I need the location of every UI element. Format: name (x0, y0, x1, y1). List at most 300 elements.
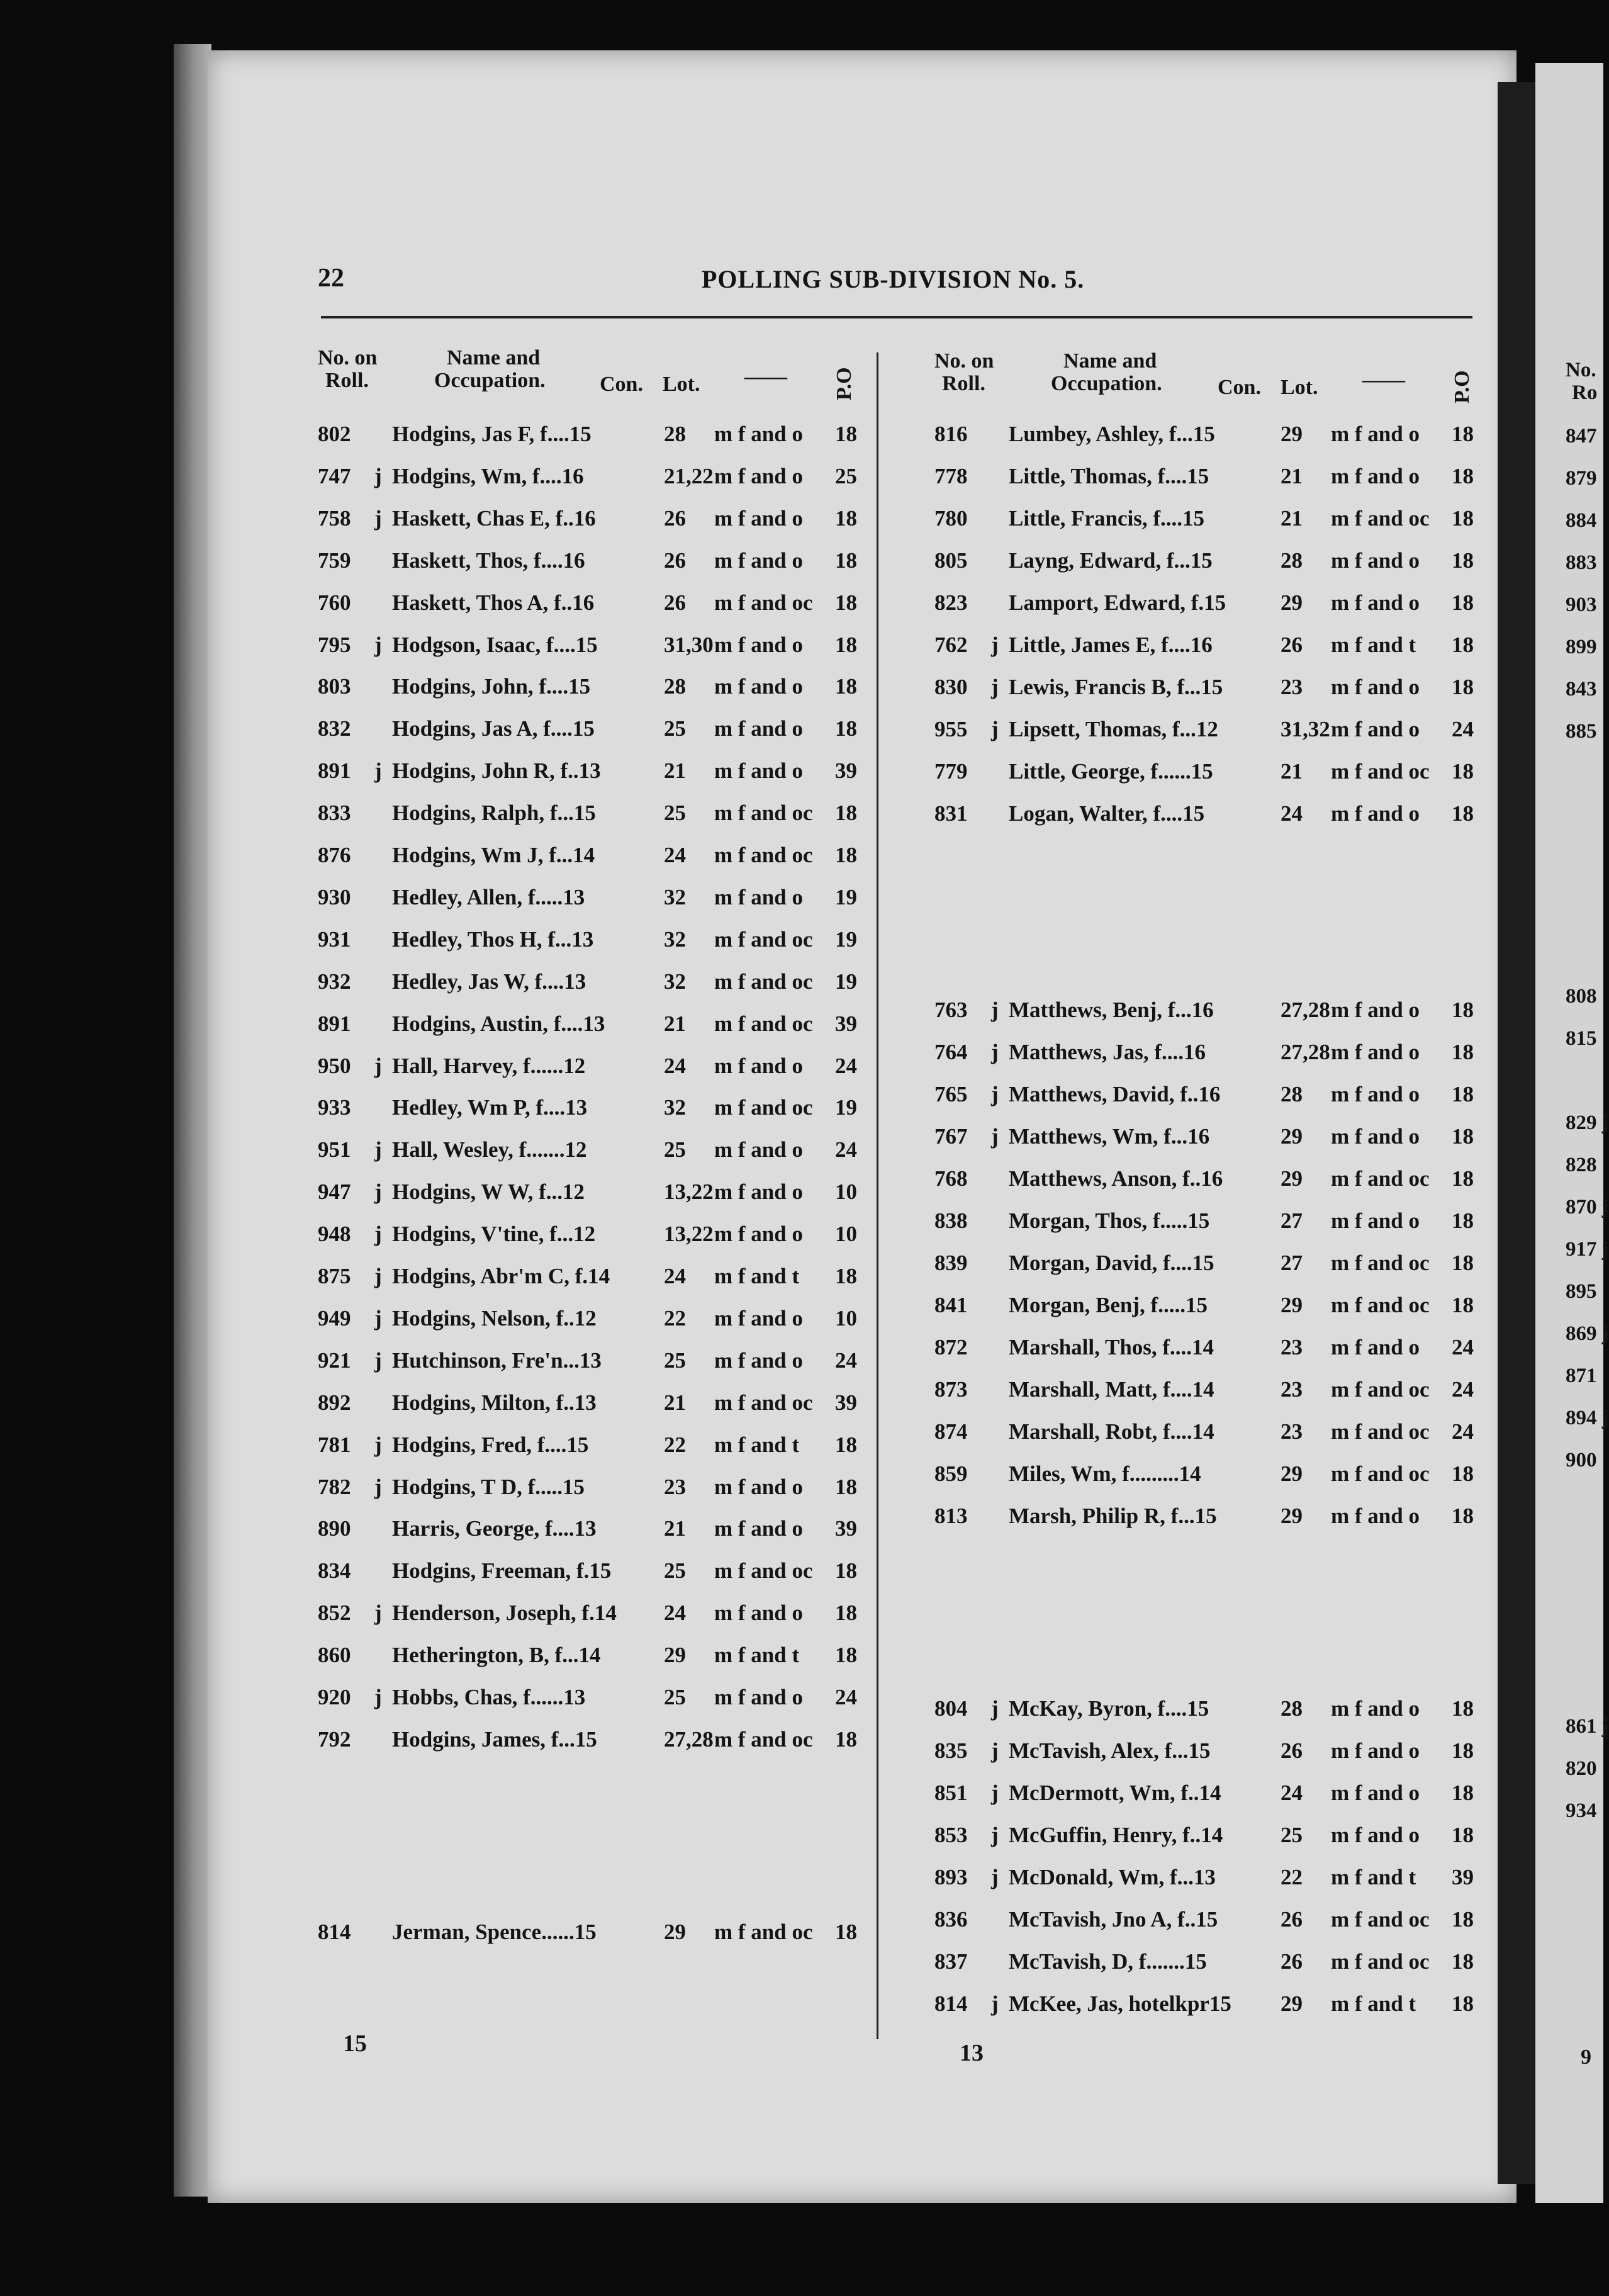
roll-number: 831 (934, 801, 968, 826)
qualification: m f and o (714, 463, 803, 488)
post-office: 24 (835, 1348, 857, 1373)
post-office: 18 (1452, 1823, 1474, 1847)
post-office: 18 (835, 632, 857, 657)
lot-number: 26 (1281, 1907, 1303, 1932)
qualification: m f and o (714, 1601, 803, 1626)
post-office: 18 (835, 1601, 857, 1626)
qualification: m f and oc (714, 1011, 813, 1036)
juror-mark: j (991, 1040, 999, 1064)
lot-number: 28 (1281, 1696, 1303, 1721)
voter-name-occupation: Hodgins, W W, f...12 (392, 1179, 585, 1205)
post-office: 18 (1452, 998, 1474, 1022)
roll-number: 955 (934, 717, 968, 741)
column-header (318, 340, 859, 409)
lot-number: 25 (664, 1348, 686, 1373)
post-office: 18 (1452, 1504, 1474, 1528)
post-office: 18 (1452, 422, 1474, 446)
qualification: m f and t (714, 1432, 800, 1457)
header-name: Name and (1063, 349, 1157, 373)
juror-mark: j (991, 633, 999, 657)
juror-mark: j (374, 1137, 382, 1162)
header-occupation: Occupation. (1051, 372, 1162, 395)
qualification: m f and oc (714, 926, 813, 952)
post-office: 19 (835, 926, 857, 952)
juror-mark: j (991, 1823, 999, 1847)
qualification: m f and oc (714, 1095, 813, 1120)
qualification: m f and o (714, 548, 803, 573)
juror-mark: j (374, 632, 382, 657)
qualification: m f and o (714, 1516, 803, 1541)
voter-name-occupation: Logan, Walter, f....15 (1009, 801, 1205, 826)
voter-name-occupation: McGuffin, Henry, f..14 (1009, 1823, 1223, 1847)
juror-mark: j (374, 1305, 382, 1331)
lot-number: 29 (1281, 422, 1303, 446)
roll-number: 803 (318, 674, 351, 699)
roll-number: 839 (934, 1251, 968, 1275)
left-footer-count: 15 (343, 2030, 367, 2057)
qualification: m f and o (714, 1053, 803, 1078)
juror-mark: j (374, 1601, 382, 1626)
post-office: 24 (835, 1137, 857, 1162)
lot-number: 21 (664, 1011, 686, 1036)
qualification: m f and oc (1331, 1166, 1430, 1191)
juror-mark: j (374, 1348, 382, 1373)
qualification: m f and t (714, 1643, 800, 1668)
qualification: m f and o (1331, 1082, 1420, 1106)
roll-number: 933 (318, 1095, 351, 1120)
lot-number: 28 (1281, 548, 1303, 573)
voter-name-occupation: Hodgins, Ralph, f...15 (392, 801, 596, 826)
roll-number: 832 (318, 716, 351, 741)
qualification: m f and t (714, 1264, 800, 1288)
partial-roll-number: 885 (1566, 720, 1597, 743)
juror-mark: j (991, 1696, 999, 1721)
voter-name-occupation: Layng, Edward, f...15 (1009, 548, 1213, 573)
qualification: m f and oc (714, 1390, 813, 1415)
post-office: 18 (835, 1726, 857, 1752)
post-office: 18 (1452, 1124, 1474, 1149)
lot-number: 25 (664, 801, 686, 826)
partial-roll-number: 917 j (1566, 1238, 1609, 1261)
roll-number: 835 (934, 1738, 968, 1763)
header-po: P.O (833, 367, 856, 400)
juror-mark: j (991, 1781, 999, 1805)
lot-number: 27,28 (664, 1726, 714, 1752)
roll-number: 823 (934, 590, 968, 615)
lot-number: 28 (664, 674, 686, 699)
roll-number: 860 (318, 1643, 351, 1668)
roll-number: 834 (318, 1558, 351, 1584)
voter-name-occupation: Lumbey, Ashley, f...15 (1009, 422, 1215, 446)
roll-number: 890 (318, 1516, 351, 1541)
post-office: 18 (1452, 1949, 1474, 1974)
post-office: 18 (835, 843, 857, 867)
lot-number: 27 (1281, 1251, 1303, 1275)
lot-number: 21 (664, 1390, 686, 1415)
roll-number: 876 (318, 843, 351, 867)
voter-name-occupation: Hodgins, Milton, f..13 (392, 1390, 597, 1415)
post-office: 18 (1452, 1040, 1474, 1064)
roll-number: 747 (318, 463, 351, 488)
voter-name-occupation: Little, James E, f....16 (1009, 633, 1213, 657)
partial-roll-number: 903 (1566, 594, 1597, 616)
lot-number: 27 (1281, 1208, 1303, 1233)
qualification: m f and t (1331, 1991, 1416, 2016)
roll-number: 841 (934, 1293, 968, 1317)
roll-number: 814 (934, 1991, 968, 2016)
partial-roll-number: 847 (1566, 425, 1597, 447)
voter-name-occupation: McTavish, Jno A, f..15 (1009, 1907, 1218, 1932)
roll-number: 767 (934, 1124, 968, 1149)
roll-number: 764 (934, 1040, 968, 1064)
roll-number: 947 (318, 1179, 351, 1205)
roll-number: 780 (934, 506, 968, 531)
voter-name-occupation: Hedley, Jas W, f....13 (392, 969, 586, 994)
post-office: 18 (835, 1474, 857, 1499)
lot-number: 32 (664, 926, 686, 952)
post-office: 18 (1452, 1696, 1474, 1721)
header-no: No. (1566, 359, 1596, 381)
post-office: 18 (1452, 590, 1474, 615)
roll-number: 893 (934, 1865, 968, 1889)
qualification: m f and o (1331, 717, 1420, 741)
lot-number: 24 (1281, 801, 1303, 826)
qualification: m f and o (1331, 422, 1420, 446)
partial-roll-number: 869 j (1566, 1322, 1609, 1345)
page-title: POLLING SUB-DIVISION No. 5. (702, 265, 1085, 293)
qualification: m f and oc (1331, 1251, 1430, 1275)
page-number: 22 (318, 264, 344, 293)
voter-name-occupation: Marshall, Matt, f....14 (1009, 1377, 1214, 1402)
post-office: 18 (1452, 1166, 1474, 1191)
voter-name-occupation: Hodgins, Jas A, f....15 (392, 716, 595, 741)
voter-name-occupation: Miles, Wm, f.........14 (1009, 1461, 1201, 1486)
lot-number: 21 (1281, 506, 1303, 531)
lot-number: 22 (1281, 1865, 1303, 1889)
qualification: m f and o (1331, 1504, 1420, 1528)
header-occupation: Occupation. (434, 369, 546, 392)
roll-number: 782 (318, 1474, 351, 1499)
qualification: m f and oc (714, 969, 813, 994)
post-office: 10 (835, 1179, 857, 1205)
qualification: m f and oc (1331, 1461, 1430, 1486)
roll-number: 758 (318, 505, 351, 531)
voter-name-occupation: Hodgins, John, f....15 (392, 674, 591, 699)
post-office: 18 (1452, 1991, 1474, 2016)
voter-name-occupation: Matthews, Benj, f...16 (1009, 998, 1214, 1022)
lot-number: 13,22 (664, 1179, 714, 1205)
lot-number: 23 (1281, 1335, 1303, 1359)
post-office: 25 (835, 463, 857, 488)
post-office: 24 (1452, 1377, 1474, 1402)
voter-name-occupation: Henderson, Joseph, f.14 (392, 1601, 617, 1626)
post-office: 24 (1452, 1335, 1474, 1359)
qualification: m f and oc (1331, 759, 1430, 784)
roll-number: 920 (318, 1685, 351, 1709)
post-office: 18 (1452, 548, 1474, 573)
post-office: 24 (1452, 717, 1474, 741)
column-divider (877, 352, 878, 2039)
roll-number: 833 (318, 801, 351, 826)
voter-name-occupation: Hodgins, Wm, f....16 (392, 463, 584, 488)
juror-mark: j (374, 463, 382, 488)
voter-name-occupation: Morgan, Thos, f.....15 (1009, 1208, 1210, 1233)
partial-roll-number: 934 (1566, 1799, 1597, 1822)
juror-mark: j (374, 1685, 382, 1709)
roll-number: 949 (318, 1305, 351, 1331)
header-name: Name and (447, 346, 541, 369)
right-partial-column (1566, 352, 1609, 2077)
post-office: 10 (835, 1222, 857, 1247)
voter-name-occupation: Hodgins, Austin, f....13 (392, 1011, 605, 1036)
roll-number: 760 (318, 590, 351, 615)
voter-name-occupation: Marshall, Thos, f....14 (1009, 1335, 1214, 1359)
qualification: m f and o (714, 1179, 803, 1205)
post-office: 24 (835, 1053, 857, 1078)
post-office: 18 (1452, 1208, 1474, 1233)
post-office: 18 (1452, 464, 1474, 488)
juror-mark: j (374, 1264, 382, 1288)
left-column (318, 340, 859, 2077)
juror-mark: j (991, 717, 999, 741)
roll-number: 859 (934, 1461, 968, 1486)
voter-name-occupation: Hodgins, V'tine, f...12 (392, 1222, 596, 1247)
lot-number: 29 (1281, 1293, 1303, 1317)
post-office: 18 (835, 422, 857, 446)
roll-number: 873 (934, 1377, 968, 1402)
header-ro: Ro (1572, 381, 1598, 404)
roll-number: 892 (318, 1390, 351, 1415)
post-office: 18 (1452, 1907, 1474, 1932)
voter-name-occupation: Hall, Harvey, f......12 (392, 1053, 586, 1078)
qualification: m f and o (714, 758, 803, 784)
voter-name-occupation: Matthews, David, f..16 (1009, 1082, 1221, 1106)
partial-roll-number: 861 j (1566, 1715, 1609, 1738)
header-lot: Lot. (663, 373, 700, 396)
juror-mark: j (991, 998, 999, 1022)
roll-number: 762 (934, 633, 968, 657)
roll-number: 778 (934, 464, 968, 488)
qualification: m f and o (1331, 464, 1420, 488)
voter-name-occupation: Lewis, Francis B, f...15 (1009, 675, 1223, 699)
roll-number: 837 (934, 1949, 968, 1974)
voter-name-occupation: Haskett, Thos, f....16 (392, 548, 585, 573)
voter-name-occupation: Morgan, Benj, f.....15 (1009, 1293, 1208, 1317)
lot-number: 26 (1281, 1738, 1303, 1763)
lot-number: 29 (1281, 590, 1303, 615)
roll-number: 816 (934, 422, 968, 446)
roll-number: 874 (934, 1419, 968, 1444)
roll-number: 805 (934, 548, 968, 573)
qualification: m f and o (714, 716, 803, 741)
header-rule (321, 316, 1472, 318)
post-office: 18 (835, 1920, 857, 1944)
lot-number: 21 (1281, 759, 1303, 784)
partial-roll-number: 808 (1566, 985, 1597, 1008)
lot-number: 23 (1281, 1377, 1303, 1402)
post-office: 19 (835, 1095, 857, 1120)
voter-name-occupation: McKay, Byron, f....15 (1009, 1696, 1209, 1721)
lot-number: 29 (664, 1920, 686, 1944)
middle-column (934, 343, 1476, 2080)
lot-number: 31,32 (1281, 717, 1330, 741)
voter-name-occupation: Matthews, Anson, f..16 (1009, 1166, 1223, 1191)
juror-mark: j (374, 1053, 382, 1078)
roll-number: 763 (934, 998, 968, 1022)
lot-number: 26 (1281, 633, 1303, 657)
qualification: m f and o (714, 1348, 803, 1373)
qualification: m f and o (714, 674, 803, 699)
header-po: P.O (1450, 370, 1474, 403)
post-office: 10 (835, 1305, 857, 1331)
partial-roll-number: 894 j (1566, 1407, 1609, 1429)
voter-name-occupation: Hodgins, T D, f.....15 (392, 1474, 585, 1499)
voter-name-occupation: McTavish, D, f.......15 (1009, 1949, 1207, 1974)
post-office: 19 (835, 884, 857, 909)
lot-number: 23 (1281, 675, 1303, 699)
lot-number: 29 (1281, 1124, 1303, 1149)
lot-number: 29 (1281, 1166, 1303, 1191)
roll-number: 795 (318, 632, 351, 657)
qualification: m f and o (714, 632, 803, 657)
post-office: 18 (835, 1264, 857, 1288)
voter-name-occupation: McDonald, Wm, f...13 (1009, 1865, 1216, 1889)
lot-number: 23 (664, 1474, 686, 1499)
lot-number: 28 (1281, 1082, 1303, 1106)
partial-roll-number: 879 (1566, 467, 1597, 490)
post-office: 19 (835, 969, 857, 994)
juror-mark: j (991, 1865, 999, 1889)
post-office: 39 (835, 1390, 857, 1415)
qualification: m f and oc (1331, 1377, 1430, 1402)
voter-name-occupation: Marshall, Robt, f....14 (1009, 1419, 1214, 1444)
roll-number: 852 (318, 1601, 351, 1626)
roll-number: 765 (934, 1082, 968, 1106)
voter-name-occupation: Hodgins, Nelson, f..12 (392, 1305, 597, 1331)
juror-mark: j (991, 1082, 999, 1106)
roll-number: 950 (318, 1053, 351, 1078)
juror-mark: j (374, 1179, 382, 1205)
voter-name-occupation: Matthews, Wm, f...16 (1009, 1124, 1210, 1149)
lot-number: 28 (664, 422, 686, 446)
header-dash: —— (744, 365, 787, 388)
post-office: 18 (835, 1432, 857, 1457)
voter-name-occupation: Lipsett, Thomas, f...12 (1009, 717, 1218, 741)
header-con: Con. (600, 373, 643, 396)
post-office: 18 (1452, 1461, 1474, 1486)
book-spine (1498, 82, 1535, 2184)
lot-number: 21 (1281, 464, 1303, 488)
voter-name-occupation: Lamport, Edward, f.15 (1009, 590, 1226, 615)
roll-number: 948 (318, 1222, 351, 1247)
post-office: 18 (1452, 1781, 1474, 1805)
post-office: 39 (835, 758, 857, 784)
voter-name-occupation: Hall, Wesley, f.......12 (392, 1137, 587, 1162)
post-office: 24 (1452, 1419, 1474, 1444)
lot-number: 21 (664, 1516, 686, 1541)
qualification: m f and o (714, 1222, 803, 1247)
post-office: 18 (835, 674, 857, 699)
qualification: m f and o (714, 505, 803, 531)
juror-mark: j (374, 505, 382, 531)
lot-number: 25 (664, 1685, 686, 1709)
roll-number: 891 (318, 758, 351, 784)
voter-name-occupation: Little, Thomas, f....15 (1009, 464, 1209, 488)
post-office: 18 (1452, 633, 1474, 657)
partial-roll-number: 871 (1566, 1365, 1597, 1387)
qualification: m f and o (714, 422, 803, 446)
lot-number: 24 (664, 1053, 686, 1078)
qualification: m f and o (1331, 1781, 1420, 1805)
voter-name-occupation: Marsh, Philip R, f...15 (1009, 1504, 1217, 1528)
post-office: 18 (1452, 801, 1474, 826)
partial-roll-number: 883 (1566, 551, 1597, 574)
qualification: m f and o (1331, 1335, 1420, 1359)
post-office: 18 (1452, 1738, 1474, 1763)
partial-roll-number: 884 (1566, 509, 1597, 532)
roll-number: 836 (934, 1907, 968, 1932)
roll-number: 781 (318, 1432, 351, 1457)
qualification: m f and o (1331, 590, 1420, 615)
lot-number: 24 (1281, 1781, 1303, 1805)
roll-number: 851 (934, 1781, 968, 1805)
post-office: 18 (1452, 1251, 1474, 1275)
lot-number: 32 (664, 969, 686, 994)
juror-mark: j (374, 1432, 382, 1457)
lot-number: 26 (664, 590, 686, 615)
qualification: m f and oc (714, 1920, 813, 1944)
roll-number: 804 (934, 1696, 968, 1721)
voter-name-occupation: Hobbs, Chas, f......13 (392, 1685, 586, 1709)
roll-number: 814 (318, 1920, 351, 1944)
qualification: m f and oc (1331, 1949, 1430, 1974)
qualification: m f and t (1331, 1865, 1416, 1889)
partial-roll-number: 895 (1566, 1280, 1597, 1303)
header-roll: Roll. (325, 369, 369, 392)
qualification: m f and o (714, 1685, 803, 1709)
lot-number: 24 (664, 1264, 686, 1288)
voter-name-occupation: Haskett, Chas E, f..16 (392, 505, 596, 531)
voter-name-occupation: Hedley, Wm P, f....13 (392, 1095, 588, 1120)
qualification: m f and o (1331, 1040, 1420, 1064)
lot-number: 29 (664, 1643, 686, 1668)
lot-number: 26 (1281, 1949, 1303, 1974)
lot-number: 13,22 (664, 1222, 714, 1247)
qualification: m f and o (1331, 801, 1420, 826)
lot-number: 29 (1281, 1461, 1303, 1486)
voter-name-occupation: Hetherington, B, f...14 (392, 1643, 601, 1668)
qualification: m f and oc (1331, 506, 1430, 531)
juror-mark: j (374, 1222, 382, 1247)
post-office: 39 (835, 1516, 857, 1541)
qualification: m f and oc (714, 843, 813, 867)
qualification: m f and oc (1331, 1293, 1430, 1317)
voter-name-occupation: McDermott, Wm, f..14 (1009, 1781, 1221, 1805)
voter-name-occupation: Little, George, f......15 (1009, 759, 1213, 784)
lot-number: 25 (664, 1137, 686, 1162)
partial-roll-number: 899 (1566, 636, 1597, 658)
partial-roll-number: 829 j (1566, 1111, 1609, 1134)
header-dash: —— (1362, 368, 1405, 391)
roll-number: 932 (318, 969, 351, 994)
middle-footer-count: 13 (960, 2040, 984, 2066)
post-office: 24 (835, 1685, 857, 1709)
roll-number: 930 (318, 884, 351, 909)
lot-number: 27,28 (1281, 998, 1330, 1022)
lot-number: 32 (664, 884, 686, 909)
post-office: 18 (1452, 1082, 1474, 1106)
juror-mark: j (991, 1738, 999, 1763)
